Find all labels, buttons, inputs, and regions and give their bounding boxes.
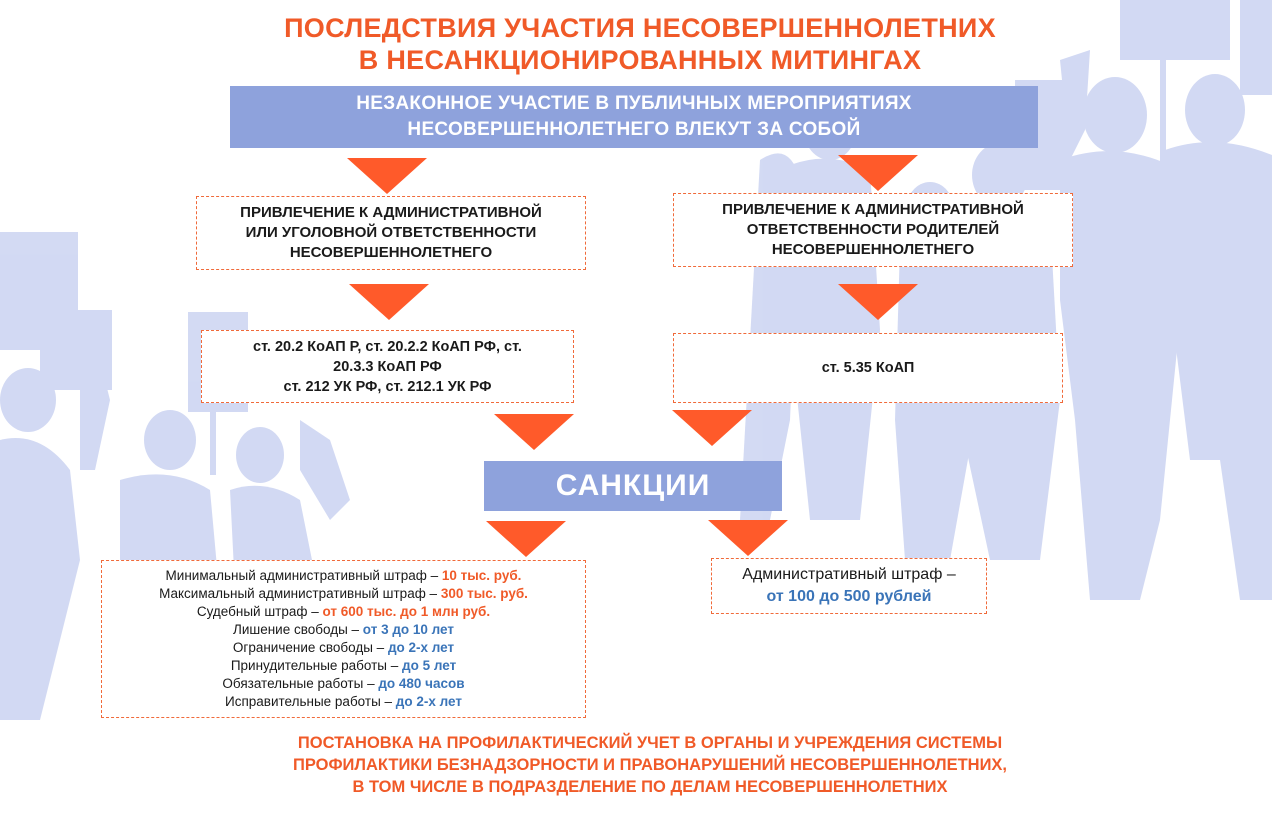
sanction-value: до 2-х лет: [395, 694, 462, 709]
sanction-label: Лишение свободы –: [232, 622, 363, 637]
parents-articles-box: [673, 333, 1063, 403]
parents-fine-value: от 100 до 500 рублей: [766, 588, 932, 605]
sanction-value: от 3 до 10 лет: [362, 622, 455, 637]
minor-articles-line-2: 20.3.3 КоАП РФ: [333, 358, 442, 375]
sanction-value: до 480 часов: [378, 676, 465, 691]
sanction-label: Принудительные работы –: [230, 658, 403, 673]
footer-line-2: ПРОФИЛАКТИКИ БЕЗНАДЗОРНОСТИ И ПРАВОНАРУШЕНИЙ НЕСОВЕРШЕННОЛЕТНИХ,: [292, 756, 1008, 774]
title-line-1: ПОСЛЕДСТВИЯ УЧАСТИЯ НЕСОВЕРШЕННОЛЕТНИХ: [284, 13, 996, 43]
page-title: [180, 12, 1100, 76]
arrow-down-icon: [672, 410, 752, 446]
sanction-row: [159, 585, 528, 603]
sanction-row: [225, 693, 462, 711]
minor-liability-box: [196, 196, 586, 270]
sanction-label: Исправительные работы –: [225, 694, 396, 709]
sanction-row: [231, 657, 456, 675]
parents-fine-box: [711, 558, 987, 614]
sanction-row: [233, 639, 454, 657]
arrow-down-icon: [349, 284, 429, 320]
footer-note: [150, 732, 1150, 798]
sanction-label: Обязательные работы –: [222, 676, 379, 691]
consequences-banner: [230, 86, 1038, 148]
parents-liability-box: [673, 193, 1073, 267]
sanction-value: от 600 тыс. до 1 млн руб.: [322, 604, 491, 619]
sanction-value: 10 тыс. руб.: [441, 568, 522, 583]
minor-articles-line-3: ст. 212 УК РФ, ст. 212.1 УК РФ: [283, 378, 492, 395]
parents-articles-line-1: ст. 5.35 КоАП: [821, 360, 915, 376]
banner-line-1: НЕЗАКОННОЕ УЧАСТИЕ В ПУБЛИЧНЫХ МЕРОПРИЯТИЯХ: [356, 93, 912, 114]
arrow-down-icon: [838, 155, 918, 191]
sanction-label: Максимальный административный штраф –: [159, 586, 441, 601]
sanction-value: до 2-х лет: [387, 640, 455, 655]
footer-line-1: ПОСТАНОВКА НА ПРОФИЛАКТИЧЕСКИЙ УЧЕТ В ОРГАНЫ И УЧРЕЖДЕНИЯ СИСТЕМЫ: [297, 734, 1003, 752]
arrow-down-icon: [486, 521, 566, 557]
footer-line-3: В ТОМ ЧИСЛЕ В ПОДРАЗДЕЛЕНИЕ ПО ДЕЛАМ НЕСОВЕРШЕННОЛЕТНИХ: [352, 778, 948, 796]
arrow-down-icon: [708, 520, 788, 556]
sanction-row: [222, 675, 464, 693]
minor-liability-line-1: ПРИВЛЕЧЕНИЕ К АДМИНИСТРАТИВНОЙ: [240, 204, 542, 221]
sanctions-banner: САНКЦИИ: [484, 461, 782, 511]
sanction-row: [197, 603, 490, 621]
minor-articles-line-1: ст. 20.2 КоАП Р, ст. 20.2.2 КоАП РФ, ст.: [253, 338, 522, 355]
parents-fine-label: Административный штраф –: [742, 566, 956, 583]
minor-articles-box: [201, 330, 574, 403]
parents-liability-line-1: ПРИВЛЕЧЕНИЕ К АДМИНИСТРАТИВНОЙ: [722, 201, 1024, 218]
parents-liability-line-3: НЕСОВЕРШЕННОЛЕТНЕГО: [771, 241, 975, 258]
arrow-down-icon: [494, 414, 574, 450]
parents-liability-line-2: ОТВЕТСТВЕННОСТИ РОДИТЕЛЕЙ: [746, 221, 1000, 238]
arrow-down-icon: [347, 158, 427, 194]
sanction-label: Минимальный административный штраф –: [165, 568, 442, 583]
sanction-row: [166, 567, 522, 585]
minor-sanctions-box: [101, 560, 586, 718]
sanction-row: [233, 621, 454, 639]
minor-liability-line-3: НЕСОВЕРШЕННОЛЕТНЕГО: [289, 244, 493, 261]
sanction-label: Судебный штраф –: [196, 604, 323, 619]
sanction-value: 300 тыс. руб.: [440, 586, 528, 601]
arrow-down-icon: [838, 284, 918, 320]
banner-line-2: НЕСОВЕРШЕННОЛЕТНЕГО ВЛЕКУТ ЗА СОБОЙ: [407, 119, 861, 140]
minor-liability-line-2: ИЛИ УГОЛОВНОЙ ОТВЕТСТВЕННОСТИ: [245, 224, 537, 241]
sanction-value: до 5 лет: [402, 658, 457, 673]
sanction-label: Ограничение свободы –: [232, 640, 388, 655]
title-line-2: В НЕСАНКЦИОНИРОВАННЫХ МИТИНГАХ: [358, 45, 922, 75]
